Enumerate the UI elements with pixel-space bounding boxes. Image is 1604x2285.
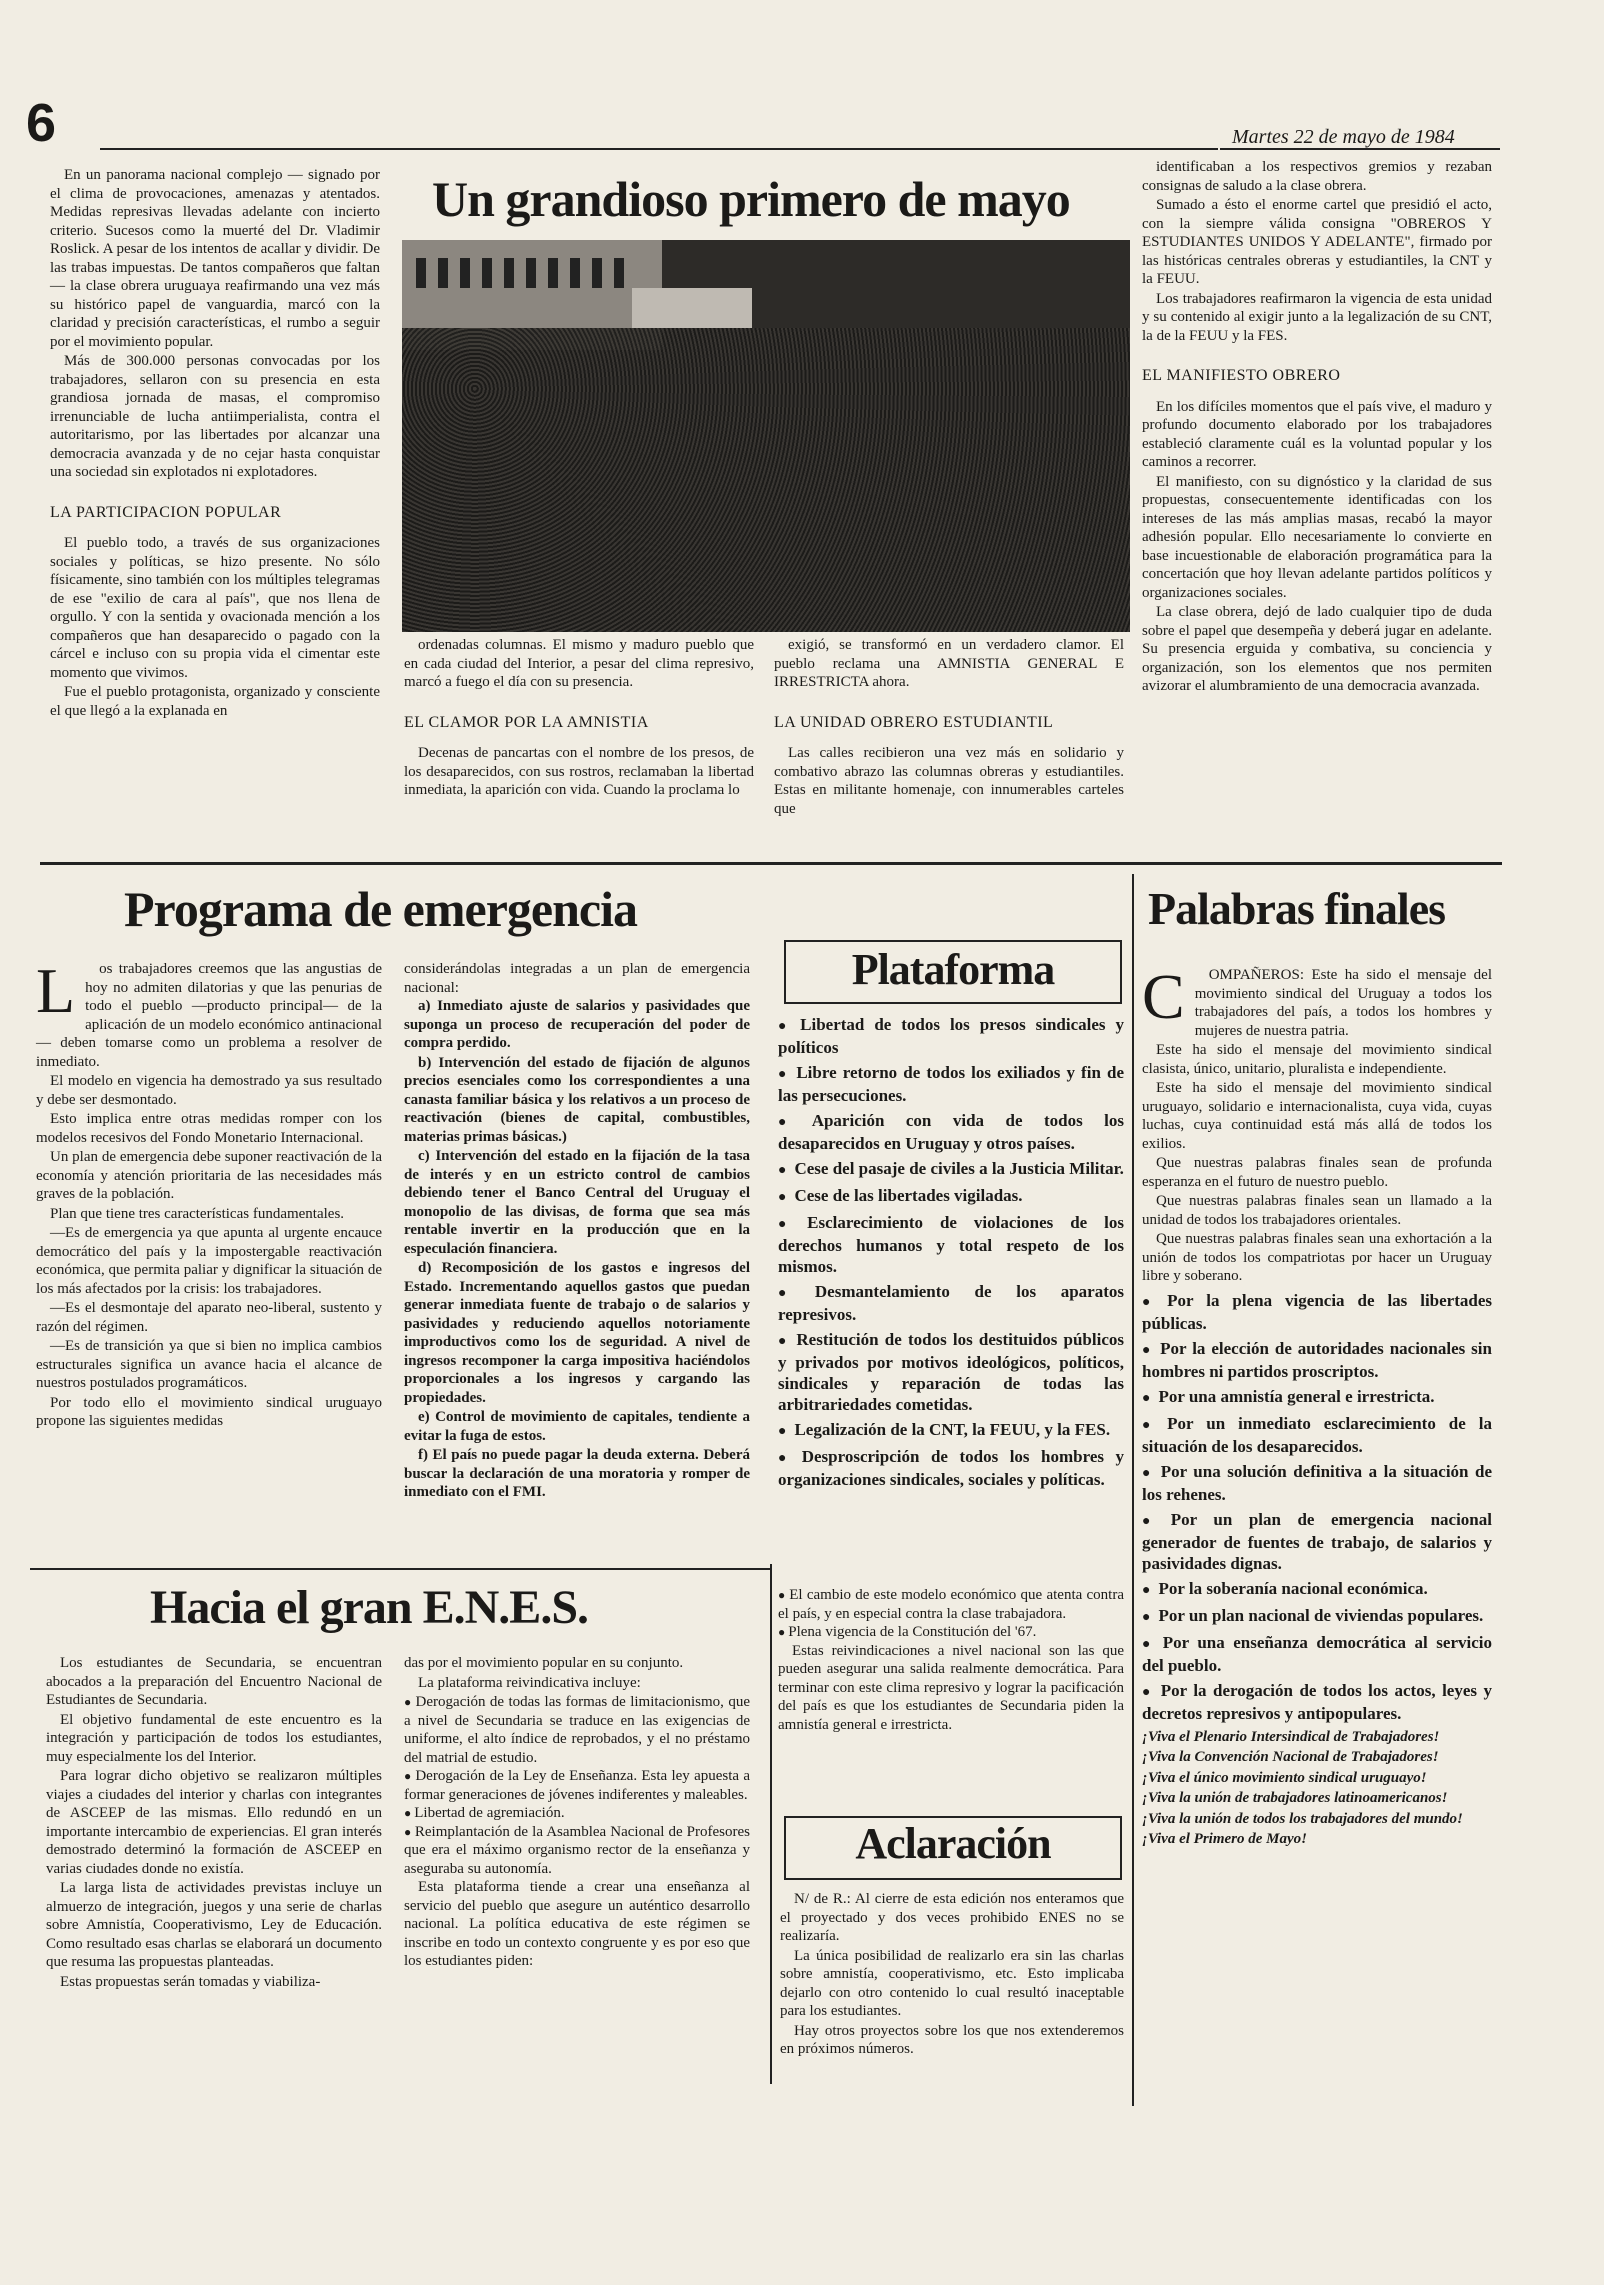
enes-col-3 (778, 1586, 1124, 1735)
column-divider-mid (770, 1564, 772, 2084)
paragraph: Que nuestras palabras finales sean un llamado a la unidad de todos los trabajadores orientales. (1142, 1193, 1492, 1228)
measure-item: c) Intervención del estado en la fijación de la tasa de interés y en un estricto control de cambios debiendo tener el Banco Central del Uruguay el monopolio de las divisas, de forma que sea más rentable invertir en la producción que en la especulación financiera. (404, 1148, 750, 1257)
enes-col2-tail: Esta plataforma tiende a crear una enseñanza al servicio del pueblo que asegure un auténtico desarrollo nacional. La política educativa de este régimen se inscribe en todo un contexto congruente y es por eso que los estudiantes piden: (404, 1879, 750, 1969)
subhead-clamor: EL CLAMOR POR LA AMNISTIA (404, 713, 649, 731)
platform-item: ● Cese del pasaje de civiles a la Justicia Militar. (778, 1158, 1124, 1181)
paragraph: El modelo en vigencia ha demostrado ya sus resultado y debe ser desmontado. (36, 1073, 382, 1108)
enes-col-1 (46, 1654, 382, 1992)
platform-item: ● Desmantelamiento de los aparatos represivos. (778, 1281, 1124, 1325)
paragraph: La larga lista de actividades previstas incluye un almuerzo de integración, juegos y una serie de charlas sobre Amnistía, Cooperativismo, Ley de Educación. Como resultado esas charlas se elaborará un documento que resuma las propuestas planteadas. (46, 1880, 382, 1970)
paragraph: Los trabajadores reafirmaron la vigencia de esta unidad y su contenido al exigir junto a la legalización de su CNT, la de la FEUU y la FES. (1142, 290, 1492, 344)
paragraph: Fue el pueblo protagonista, organizado y consciente el que llegó a la explanada en (50, 684, 380, 719)
article-title-primero: Un grandioso primero de mayo (432, 171, 1070, 227)
platform-item: ● Cese de las libertades vigiladas. (778, 1185, 1124, 1208)
paragraph: Para lograr dicho objetivo se realizaron múltiples viajes a ciudades del interior y charlas con integrantes de ASCEEP de las mismas. Ello redundó en un importante intercambio de experiencias. El gran interés demostrado determinó la formación de ASCEEP en varias ciudades donde no existía. (46, 1768, 382, 1877)
article-title-enes: Hacia el gran E.N.E.S. (150, 1581, 589, 1634)
closing-point: ● Por la derogación de todos los actos, leyes y decretos represivos y antipopulares. (1142, 1680, 1492, 1724)
viva-line: ¡Viva la unión de trabajadores latinoamericanos! (1142, 1790, 1448, 1806)
paragraph: Un plan de emergencia debe suponer reactivación de la economía y atención prioritaria de las necesidades más graves de la población. (36, 1149, 382, 1202)
paragraph: ordenadas columnas. El mismo y maduro pueblo que en cada ciudad del Interior, a pesar del clima represivo, marcó a fuego el día con su presencia. (404, 637, 754, 690)
header-rule-right (1220, 148, 1500, 150)
dropcap-programa: L (36, 955, 76, 1026)
programa-col2-intro: considerándolas integradas a un plan de emergencia nacional: (404, 961, 750, 996)
paragraph: Sumado a ésto el enorme cartel que presidió el acto, con la siempre válida consigna "OBREROS Y ESTUDIANTES UNIDOS Y ADELANTE", firmado por las históricas centrales obreras y estudiantiles, la CNT y la FEUU. (1142, 197, 1492, 287)
paragraph: Más de 300.000 personas convocadas por los trabajadores, sellaron con su presencia en esta grandiosa jornada de masas, el compromiso irrenunciable de lucha antiimperialista, contra el autoritarismo, por las libertades por alcanzar una democracia avanzada y de no cejar hasta conquistar una sociedad sin explotados ni explotadores. (50, 353, 380, 480)
paragraph: exigió, se transformó en un verdadero clamor. El pueblo reclama una AMNISTIA GENERAL E IRRESTRICTA ahora. (774, 637, 1124, 690)
subhead-unidad: LA UNIDAD OBRERO ESTUDIANTIL (774, 713, 1054, 731)
paragraph: OMPAÑEROS: Este ha sido el mensaje del movimiento sindical del Uruguay a todos los trabajadores del país, a todos los hombres y mujeres de nuestra patria. (1194, 967, 1492, 1039)
paragraph: Esto implica entre otras medidas romper con los modelos recesivos del Fondo Monetario Internacional. (36, 1111, 382, 1146)
closing-point: ● Por una enseñanza democrática al servicio del pueblo. (1142, 1632, 1492, 1676)
paragraph: Hay otros proyectos sobre los que nos extenderemos en próximos números. (780, 2022, 1124, 2057)
enes-col3-tail: Estas reivindicaciones a nivel nacional son las que pueden asegurar una salida realmente democrática. Para terminar con este clima represivo y lograr la pacificación del país es que los estudiantes de Secundaria piden la amnistía general e irrestricta. (778, 1642, 1124, 1733)
paragraph: —Es el desmontaje del aparato neo-liberal, sustento y razón del régimen. (36, 1300, 382, 1335)
primero-col-1 (50, 166, 380, 721)
paragraph: El manifiesto, con su dignóstico y la claridad de sus propuestas, consecuentemente identificadas con los intereses de las más amplias masas, recabó la mayor adhesión popular. Ello necesariamente lo convierte en base incuestionable de elaboración programática para la concertación que hoy llevan adelante partidos políticos y organizaciones sociales. (1142, 473, 1492, 601)
programa-col-2 (404, 960, 750, 1503)
primero-col-2 (404, 636, 754, 801)
demand-item: ● Plena vigencia de la Constitución del '67. (778, 1623, 1124, 1642)
demand-item: ● Reimplantación de la Asamblea Nacional de Profesores que era el máximo organismo rector de la enseñanza y aseguraba su autonomía. (404, 1823, 750, 1879)
closing-point: ● Por un inmediato esclarecimiento de la situación de los desaparecidos. (1142, 1413, 1492, 1457)
subhead-manifiesto: EL MANIFIESTO OBRERO (1142, 367, 1341, 384)
paragraph: Plan que tiene tres características fundamentales. (50, 1205, 345, 1222)
article-title-aclaracion: Aclaración (855, 1819, 1051, 1868)
paragraph: Este ha sido el mensaje del movimiento sindical uruguayo, solidario e internacionalista, cuya vida, cuyas luchas, cuya continuidad está más allá de todos los exilios. (1142, 1080, 1492, 1152)
paragraph: La única posibilidad de realizarlo era sin las charlas sobre amnistía, cooperativismo, etc. Esto implicaba dejarlo con otro contenido lo cual resultó inaceptable para los estudiantes. (780, 1947, 1124, 2019)
section-divider (40, 862, 1502, 865)
measure-item: e) Control de movimiento de capitales, tendiente a evitar la fuga de estos. (404, 1409, 750, 1444)
platform-item: ● Libre retorno de todos los exiliados y fin de las persecuciones. (778, 1062, 1124, 1106)
platform-item: ● Libertad de todos los presos sindicales y políticos (778, 1014, 1124, 1058)
dropcap-palabras: C (1142, 961, 1185, 1032)
paragraph: Las calles recibieron una vez más en solidario y combativo abrazo las columnas obreras y estudiantiles. Estas en militante homenaje, con innumerables carteles que (774, 745, 1124, 817)
article-title-programa: Programa de emergencia (124, 881, 637, 937)
viva-line: ¡Viva la unión de todos los trabajadores del mundo! (1142, 1810, 1463, 1827)
palabras-col (1142, 961, 1492, 1851)
paragraph: El pueblo todo, a través de sus organizaciones sociales y políticas, se hizo presente. No sólo físicamente, sino también con los múltiples telegramas de ese "exilio de cara al país", que nos llena de orgullo. Y con la sentida y ovacionada mención a los compañeros que han desaparecido o pagado con la cárcel e incluso con su propia vida el cimentar este momento que vivimos. (50, 535, 380, 681)
paragraph: En los difíciles momentos que el país vive, el maduro y profundo documento elaborado por los trabajadores estableció claramente cuál es la voluntad popular y los caminos a recorrer. (1142, 398, 1492, 470)
closing-point: ● Por una solución definitiva a la situación de los rehenes. (1142, 1461, 1492, 1505)
enes-col-2 (404, 1654, 750, 1972)
paragraph: Estas propuestas serán tomadas y viabiliza- (60, 1973, 321, 1990)
closing-point: ● Por un plan de emergencia nacional generador de fuentes de trabajo, de salarios y pasividades dignas. (1142, 1509, 1492, 1574)
paragraph: La clase obrera, dejó de lado cualquier tipo de duda sobre el papel que desempeña y deberá jugar en adelante. Su presencia erguida y combativa, su conciencia y organización, son los elementos que nos permiten avizorar el alumbramiento de una democracia avanzada. (1142, 604, 1492, 694)
paragraph: —Es de transición ya que si bien no implica cambios estructurales significa un avance hacia el alcance de nuestros postulados programáticos. (36, 1338, 382, 1391)
platform-item: ● Esclarecimiento de violaciones de los derechos humanos y total respeto de los mismos. (778, 1212, 1124, 1277)
demand-item: ● Derogación de todas las formas de limitacionismo, que a nivel de Secundaria se traduce en las exigencias de uniforme, el alto índice de reprobados, y el no préstamo del matrial de estudio. (404, 1693, 750, 1767)
platform-item: ● Desproscripción de todos los hombres y organizaciones sindicales, sociales y políticas. (778, 1446, 1124, 1490)
enes-col2-intro: das por el movimiento popular en su conjunto. (404, 1655, 684, 1671)
paragraph: En un panorama nacional complejo — signado por el clima de provocaciones, amenazas y atentados. Medidas represivas llevadas adelante con incierto criterio. Sucesos como la muerté del Dr. Vladimir Roslick. A pesar de los intentos de acallar y dividir. De las trabas impuestas. De tantos compañeros que faltan— la clase obrera uruguaya reafirmando una vez más su histórico papel de vanguardia, marcó con la claridad y precisión características, el rumbo a seguir por el movimiento popular. (50, 167, 380, 350)
platform-item: ● Legalización de la CNT, la FEUU, y la FES. (778, 1419, 1124, 1442)
column-divider-right (1132, 874, 1134, 2106)
plataforma-list (778, 1014, 1124, 1494)
viva-line: ¡Viva el único movimiento sindical uruguayo! (1142, 1769, 1427, 1786)
issue-date: Martes 22 de mayo de 1984 (1232, 126, 1455, 148)
enes-col2-lead: La plataforma reivindicativa incluye: (418, 1674, 641, 1691)
programa-bottom-rule (30, 1568, 770, 1570)
viva-line: ¡Viva el Primero de Mayo! (1142, 1831, 1307, 1847)
measure-item: d) Recomposición de los gastos e ingresos del Estado. Incrementando aquellos gastos que puedan generar inmediata fuente de trabajo o de salarios y pasividades y reduciendo aquellos notoriamente improductivos como los de seguridad. A nivel de ingresos recomponer la carga impositiva haciéndolos proporcionales a los ingresos y cargando las propiedades. (404, 1260, 750, 1406)
viva-line: ¡Viva el Plenario Intersindical de Trabajadores! (1142, 1728, 1440, 1745)
closing-point: ● Por una amnistía general e irrestricta. (1142, 1386, 1492, 1409)
paragraph: Decenas de pancartas con el nombre de los presos, de los desaparecidos, con sus rostros, reclamaban la libertad inmediata, la aparición con vida. Cuando la proclama lo (404, 745, 754, 798)
platform-item: ● Restitución de todos los destituidos públicos y privados por motivos ideológicos, políticos, sindicales y reparación de todas las arbitrariedades cometidas. (778, 1329, 1124, 1415)
article-title-palabras: Palabras finales (1148, 883, 1446, 934)
primero-col-3 (774, 636, 1124, 819)
paragraph: N/ de R.: Al cierre de esta edición nos enteramos que el proyectado y dos veces prohibido ENES no se realizaría. (780, 1891, 1124, 1944)
article-title-plataforma: Plataforma (851, 945, 1055, 994)
closing-point: ● Por la elección de autoridades nacionales sin hombres ni partidos proscriptos. (1142, 1338, 1492, 1382)
demand-item: ● El cambio de este modelo económico que atenta contra el país, y en especial contra la clase trabajadora. (778, 1586, 1124, 1623)
measure-item: a) Inmediato ajuste de salarios y pasividades que suponga un proceso de recuperación del poder de compra perdido. (404, 998, 750, 1051)
demand-item: ● Derogación de la Ley de Enseñanza. Esta ley apuesta a formar generaciones de jóvenes indiferentes y maleables. (404, 1767, 750, 1804)
measure-item: b) Intervención del estado de fijación de algunos precios esenciales como los correspondientes a una canasta familiar básica y los relativos a un proceso de reactivación (bienes de capital, combustibles, materias primas básicas.) (404, 1054, 750, 1145)
viva-line: ¡Viva la Convención Nacional de Trabajadores! (1142, 1749, 1439, 1765)
subhead-participacion: LA PARTICIPACION POPULAR (50, 503, 282, 521)
aclaracion-col (780, 1890, 1124, 2060)
crowd-texture (402, 328, 1130, 632)
paragraph: —Es de emergencia ya que apunta al urgente encauce democrático del país y la impostergable reactivación económica, que permita paliar y dignificar la situación de los más afectados por la crisis: los trabajadores. (36, 1225, 382, 1297)
demand-item: ● Libertad de agremiación. (404, 1804, 750, 1823)
closing-point: ● Por la soberanía nacional económica. (1142, 1578, 1492, 1601)
paragraph: Este ha sido el mensaje del movimiento sindical clasista, único, unitario, pluralista e independiente. (1142, 1042, 1492, 1077)
closing-point: ● Por un plan nacional de viviendas populares. (1142, 1605, 1492, 1628)
programa-col-1 (36, 955, 382, 1432)
paragraph: Que nuestras palabras finales sean una exhortación a la unión de todos los compatriotas por hacer un Uruguay libre y soberano. (1142, 1231, 1492, 1284)
primero-col-4 (1142, 158, 1492, 697)
closing-point: ● Por la plena vigencia de las libertades públicas. (1142, 1290, 1492, 1334)
platform-item: ● Aparición con vida de todos los desaparecidos en Uruguay y otros países. (778, 1110, 1124, 1154)
paragraph: El objetivo fundamental de este encuentro es la integración y participación de todos los estudiantes, muy especialmente los del Interior. (46, 1711, 382, 1765)
banner-shape (632, 288, 752, 328)
paragraph: os trabajadores creemos que las angustias de hoy no admiten dilatorias y que las penurias de todo el pueblo —producto principal— de la aplicación de un modelo económico antinacional— deben tomarse como un problema a resolver de inmediato. (36, 961, 382, 1070)
measure-item: f) El país no puede pagar la deuda externa. Deberá buscar la declaración de una moratoria y romper de inmediato con el FMI. (404, 1447, 750, 1500)
header-rule (100, 148, 1218, 150)
paragraph: Que nuestras palabras finales sean de profunda esperanza en el futuro de nuestro pueblo. (1142, 1155, 1492, 1190)
paragraph: identificaban a los respectivos gremios y rezaban consignas de saludo a la clase obrera. (1142, 159, 1492, 194)
page-number: 6 (26, 93, 57, 153)
paragraph: Los estudiantes de Secundaria, se encuentran abocados a la preparación del Encuentro Nacional de Estudiantes de Secundaria. (46, 1655, 382, 1708)
paragraph: Por todo ello el movimiento sindical uruguayo propone las siguientes medidas (36, 1394, 382, 1429)
crowd-photo (402, 240, 1130, 632)
